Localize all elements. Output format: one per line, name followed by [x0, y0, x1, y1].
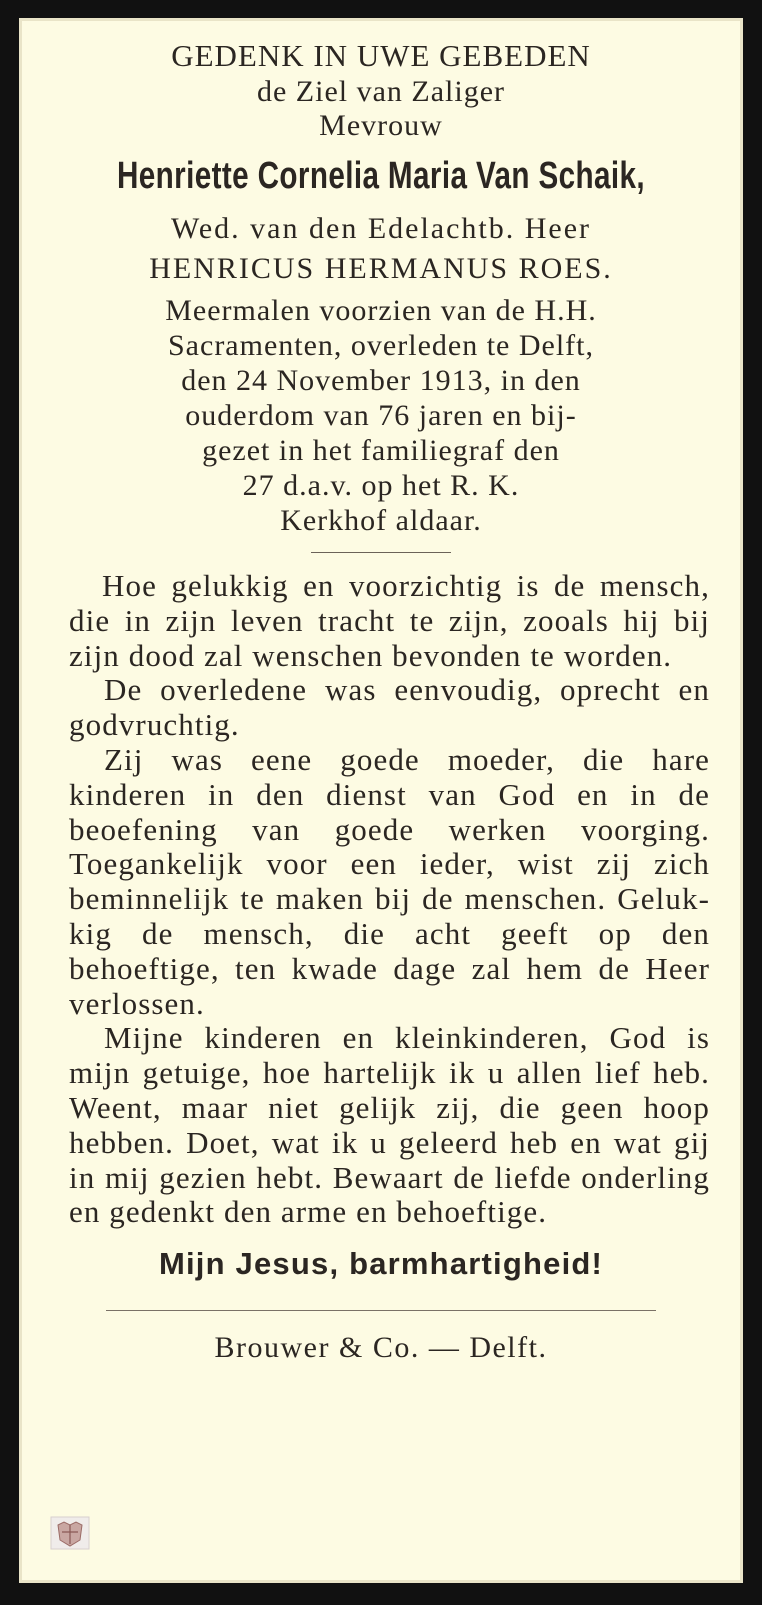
paragraph: Zij was eene goede moeder, die hare kinderen in den dienst van God en in de beoefening van goede werken voorging. Toegankelijk voor een ieder, wist zij zich beminnelijk te maken bij de menschen. Geluk-kig de mensch, die acht geeft op den behoeftige, ten kwade dage zal hem de Heer verlossen. — [69, 741, 710, 1021]
paragraph: Mijne kinderen en kleinkinderen, God is mijn getuige, hoe hartelijk ik u allen lief heb. Weent, maar niet gelijk zij, die geen hoop hebben. Doet, wat ik u geleerd heb en wat gij in mij gezien hebt. Bewaart de liefde onderling en gedenkt den arme en behoeftige. — [69, 1020, 710, 1230]
title-line: Mevrouw — [319, 109, 443, 142]
bio-line: Kerkhof aldaar. — [280, 504, 482, 537]
deceased-name: Henriette Cornelia Maria Van Schaik, — [116, 155, 645, 197]
closing-prayer: Mijn Jesus, barmhartigheid! — [158, 1246, 604, 1282]
biography — [22, 293, 740, 538]
bio-line: gezet in het familiegraf den — [202, 434, 560, 467]
paragraph: Hoe gelukkig en voorzichtig is de mensch, die in zijn leven tracht te zijn, zooals hij bij zijn dood zal wenschen bevonden te worden. — [69, 568, 710, 673]
card-header — [22, 21, 740, 538]
widow-line: Wed. van den Edelachtb. Heer — [170, 212, 592, 245]
bio-line: den 24 November 1913, in den — [181, 364, 581, 397]
printer-imprint: Brouwer & Co. — Delft. — [214, 1331, 548, 1365]
bio-line: Meermalen voorzien van de H.H. — [165, 294, 597, 327]
bio-line: Sacramenten, overleden te Delft, — [168, 329, 594, 362]
paragraph: De overledene was eenvoudig, oprecht en godvruchtig. — [69, 672, 710, 743]
bio-line: ouderdom van 76 jaren en bij- — [185, 399, 577, 432]
invocation-heading: GEDENK IN UWE GEBEDEN — [171, 38, 591, 73]
bio-line: 27 d.a.v. op het R. K. — [242, 469, 520, 502]
short-divider — [311, 552, 451, 553]
husband-name: HENRICUS HERMANUS ROES. — [149, 252, 613, 285]
card-paper — [19, 18, 743, 1583]
soul-line: de Ziel van Zaliger — [256, 75, 506, 108]
footer-divider — [106, 1310, 656, 1311]
meditation-text — [22, 569, 740, 1230]
crest-icon — [50, 1516, 90, 1550]
